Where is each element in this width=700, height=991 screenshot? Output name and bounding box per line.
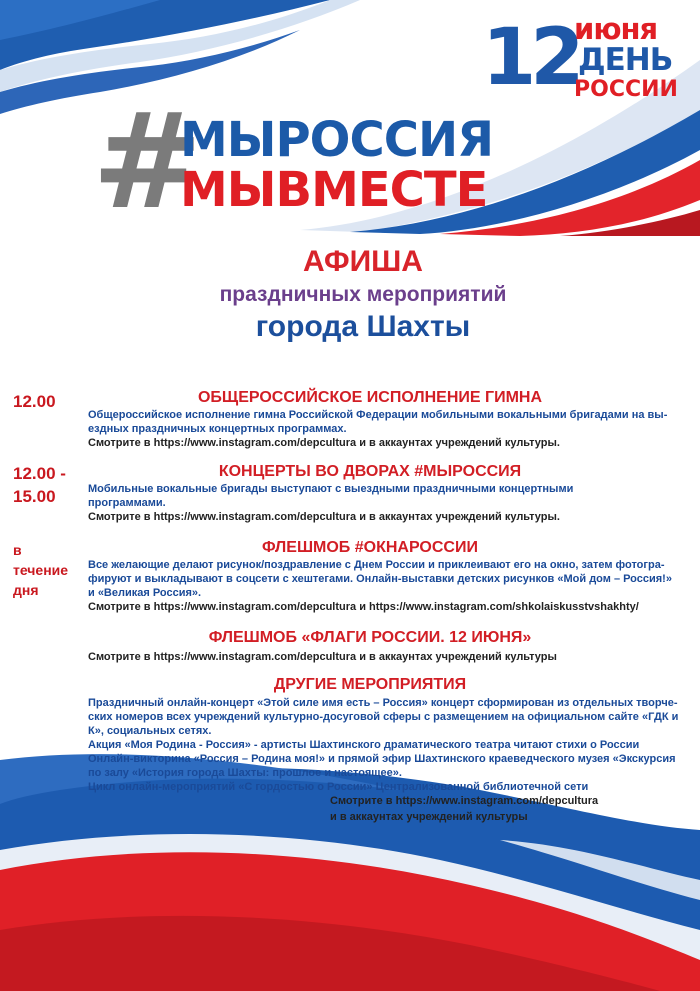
poster-title: АФИША: [303, 245, 423, 278]
event-description: Праздничный онлайн-концерт «Этой силе имя есть – Россия» концерт сформирован из отдельных творче- ских номеров всех учреждений культурно-досуговой сферы с размещением на официальном сайте «ГДК и К», социальных сетях. Акция «Моя Родина - Россия» - артисты Шахтинского драматического театра читают стихи о России Онлайн-викторина «Россия – Родина моя!» и прямой эфир Шахтинского краеведческого музея «Экскурсия по залу «История города Шахты: прошлое и настоящее». Цикл онлайн-мероприятий «С гордостью о России» Централизованной библиотечной сети: [88, 697, 679, 793]
event-description: Все желающие делают рисунок/поздравление с Днем России и приклеивают его на окно, затем фотогра- фируют и выкладывают в соцсети с хештегами. Онлайн-выставки детских рисунков «Мой дом – Россия!» и «Великая Россия». Смотрите в https://www.instagram.com/depcultura и https://www.instagram.com/shkolaiskusstvshakhty/: [88, 559, 672, 613]
hashtag-line-2: МЫВМЕСТЕ: [180, 162, 488, 218]
event-title: ФЛЕШМОБ «ФЛАГИ РОССИИ. 12 ИЮНЯ»: [208, 629, 532, 646]
event-title: КОНЦЕРТЫ ВО ДВОРАХ #МЫРОССИЯ: [218, 463, 522, 480]
logo-day-number: 12: [482, 13, 579, 103]
logo-month: июня: [574, 12, 658, 46]
event-title: ДРУГИЕ МЕРОПРИЯТИЯ: [273, 676, 467, 693]
event-title: ФЛЕШМОБ #ОКНАРОССИИ: [262, 539, 478, 556]
event-time: в течение дня: [13, 542, 69, 598]
poster-city: города Шахты: [255, 310, 471, 343]
poster-subtitle: праздничных мероприятий: [219, 283, 507, 306]
day-of-russia-logo: [482, 14, 682, 104]
event-description: Общероссийское исполнение гимна Российской Федерации мобильными вокальными бригадами на вы- ездных праздничных концертных программах. Смотрите в https://www.instagram.com/depcultura и в аккаунтах учреждений культуры.: [88, 409, 668, 449]
event-description: Мобильные вокальные бригады выступают с выездными праздничными концертными программами. Смотрите в https://www.instagram.com/depcultura и в аккаунтах учреждений культуры.: [88, 483, 574, 523]
event-title: ОБЩЕРОССИЙСКОЕ ИСПОЛНЕНИЕ ГИМНА: [197, 389, 543, 406]
logo-day-word: ДЕНЬ: [578, 42, 673, 78]
logo-russia-word: РОССИИ: [574, 77, 678, 102]
event-time: 12.00: [13, 392, 56, 411]
event-footer: Смотрите в https://www.instagram.com/depcultura и в аккаунтах учреждений культуры: [330, 795, 599, 823]
event-time: 12.00 - 15.00: [13, 464, 66, 506]
hashtag-symbol: #: [92, 85, 203, 239]
hashtag-line-1: МЫРОССИЯ: [180, 112, 494, 168]
event-description: Смотрите в https://www.instagram.com/depcultura и в аккаунтах учреждений культуры: [88, 651, 557, 663]
